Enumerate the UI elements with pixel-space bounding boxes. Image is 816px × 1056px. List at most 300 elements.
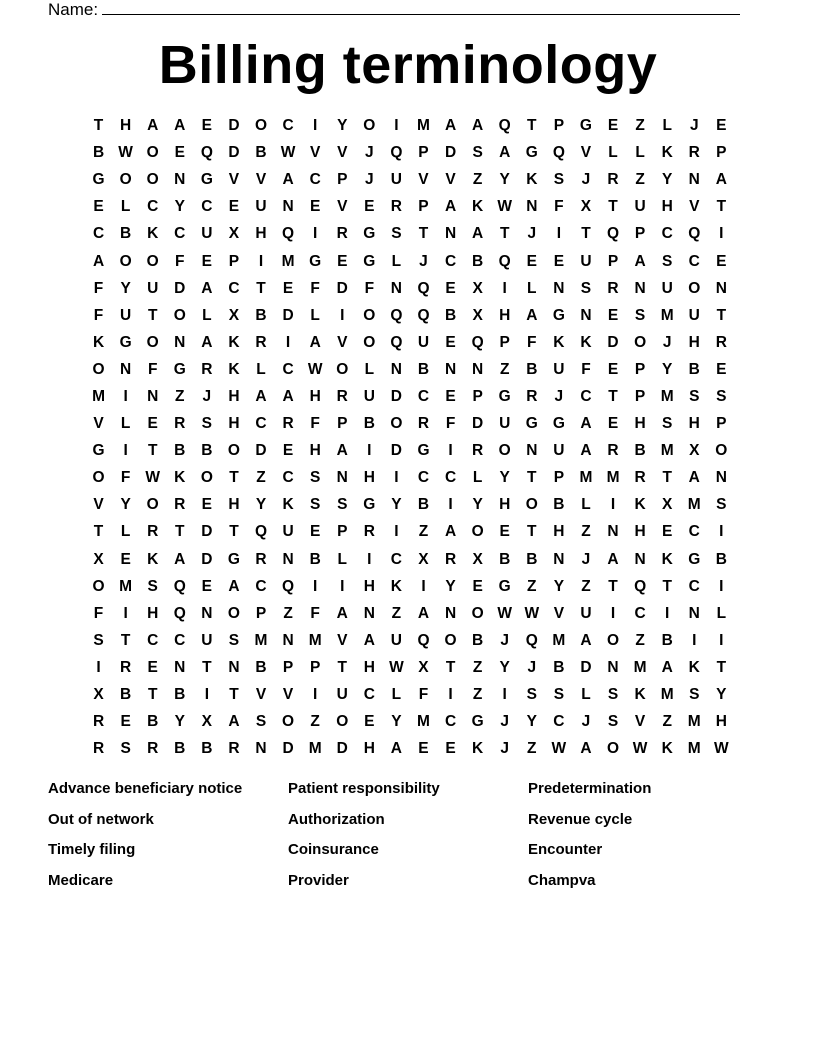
grid-letter: B xyxy=(201,740,213,758)
grid-letter: O xyxy=(146,496,159,514)
grid-row xyxy=(85,247,735,274)
word-list-item: Authorization xyxy=(288,810,385,828)
grid-letter: O xyxy=(363,333,376,351)
grid-letter: J xyxy=(419,252,428,270)
grid-letter: K xyxy=(228,360,240,378)
grid-letter: Q xyxy=(254,523,268,541)
grid-letter: D xyxy=(282,306,294,324)
grid-letter: U xyxy=(201,225,213,243)
grid-letter: T xyxy=(662,577,672,595)
grid-letter: H xyxy=(228,496,240,514)
grid-letter: M xyxy=(687,496,701,514)
grid-letter: M xyxy=(308,631,322,649)
grid-letter: J xyxy=(581,713,591,731)
grid-letter: D xyxy=(282,740,294,758)
grid-letter: R xyxy=(472,442,484,460)
grid-letter: G xyxy=(92,442,105,460)
grid-letter: X xyxy=(662,496,673,514)
grid-letter: I xyxy=(692,631,697,649)
grid-letter: Q xyxy=(282,225,295,243)
grid-row xyxy=(85,356,735,383)
grid-letter: S xyxy=(309,496,321,514)
grid-letter: D xyxy=(336,740,348,758)
grid-letter: G xyxy=(525,415,538,433)
grid-letter: A xyxy=(444,523,457,541)
grid-letter: N xyxy=(174,333,186,351)
grid-letter: V xyxy=(93,496,104,514)
grid-letter: U xyxy=(336,686,348,704)
grid-letter: X xyxy=(472,550,483,568)
grid-letter: T xyxy=(445,658,456,676)
grid-letter: C xyxy=(174,225,186,243)
grid-letter: D xyxy=(390,387,402,405)
grid-letter: O xyxy=(92,360,105,378)
grid-letter: E xyxy=(174,144,185,162)
grid-letter: O xyxy=(498,442,511,460)
grid-letter: Z xyxy=(472,171,483,189)
grid-row xyxy=(85,546,735,573)
grid-row xyxy=(85,302,735,329)
grid-letter: Y xyxy=(391,496,402,514)
grid-letter: L xyxy=(391,252,402,270)
grid-letter: E xyxy=(445,279,456,297)
grid-letter: N xyxy=(147,387,159,405)
grid-letter: I xyxy=(204,686,209,704)
grid-letter: F xyxy=(93,604,104,622)
grid-letter: T xyxy=(716,198,727,216)
grid-letter: J xyxy=(581,550,591,568)
grid-letter: L xyxy=(364,360,375,378)
grid-letter: H xyxy=(363,740,375,758)
grid-letter: U xyxy=(580,252,592,270)
grid-letter: C xyxy=(282,360,294,378)
grid-letter: I xyxy=(502,686,507,704)
grid-letter: E xyxy=(147,415,158,433)
grid-letter: N xyxy=(444,360,457,378)
grid-letter: Z xyxy=(581,577,591,595)
grid-letter: A xyxy=(174,550,186,568)
grid-letter: I xyxy=(313,225,318,243)
grid-letter: E xyxy=(418,740,429,758)
grid-letter: N xyxy=(201,604,213,622)
grid-letter: C xyxy=(417,469,430,487)
grid-letter: I xyxy=(448,686,453,704)
grid-letter: T xyxy=(93,523,104,541)
grid-letter: X xyxy=(93,686,104,704)
grid-letter: P xyxy=(418,198,429,216)
grid-letter: Z xyxy=(635,117,645,135)
grid-letter: E xyxy=(309,523,321,541)
grid-letter: F xyxy=(93,279,104,297)
grid-letter: U xyxy=(688,306,700,324)
grid-letter: C xyxy=(282,469,294,487)
grid-letter: Y xyxy=(337,117,348,135)
grid-letter: F xyxy=(310,604,320,622)
grid-letter: B xyxy=(553,658,565,676)
grid-letter: M xyxy=(660,686,674,704)
grid-letter: E xyxy=(201,252,213,270)
grid-row xyxy=(85,464,735,491)
grid-row xyxy=(85,654,735,681)
grid-letter: V xyxy=(689,198,700,216)
word-list-item: Patient responsibility xyxy=(288,780,440,797)
grid-letter: T xyxy=(527,523,537,541)
grid-letter: F xyxy=(93,306,104,324)
grid-letter: H xyxy=(634,415,646,433)
grid-letter: B xyxy=(92,144,105,162)
grid-letter: W xyxy=(632,740,648,758)
grid-letter: Z xyxy=(662,713,672,731)
grid-letter: V xyxy=(337,631,348,649)
grid-letter: M xyxy=(660,387,674,405)
grid-letter: N xyxy=(472,360,484,378)
grid-letter: B xyxy=(201,442,213,460)
grid-letter: A xyxy=(580,740,592,758)
grid-letter: F xyxy=(175,252,185,270)
grid-letter: O xyxy=(606,631,620,649)
grid-letter: P xyxy=(337,523,348,541)
grid-letter: H xyxy=(715,713,727,731)
grid-letter: D xyxy=(201,523,213,541)
grid-letter: J xyxy=(365,144,374,162)
grid-letter: B xyxy=(417,496,430,514)
grid-letter: V xyxy=(553,604,565,622)
grid-letter: A xyxy=(472,117,484,135)
grid-letter: X xyxy=(201,713,213,731)
grid-letter: K xyxy=(526,171,538,189)
grid-letter: R xyxy=(147,740,159,758)
word-list-item: Coinsurance xyxy=(288,841,379,858)
grid-letter: I xyxy=(123,387,128,405)
grid-letter: S xyxy=(607,686,619,704)
grid-letter: P xyxy=(472,387,483,405)
grid-letter: I xyxy=(394,523,399,541)
grid-letter: D xyxy=(472,415,484,433)
grid-letter: H xyxy=(228,387,240,405)
grid-letter: S xyxy=(391,225,402,243)
grid-letter: N xyxy=(715,279,727,297)
grid-letter: J xyxy=(662,333,672,351)
grid-letter: I xyxy=(665,604,670,622)
grid-letter: J xyxy=(500,713,510,731)
grid-letter: A xyxy=(363,631,375,649)
grid-letter: D xyxy=(228,144,240,162)
grid-letter: G xyxy=(417,442,430,460)
grid-letter: Y xyxy=(662,360,673,378)
grid-letter: T xyxy=(608,198,618,216)
grid-letter: L xyxy=(120,523,131,541)
grid-letter: S xyxy=(201,415,213,433)
grid-letter: I xyxy=(610,604,616,622)
grid-letter: R xyxy=(363,523,375,541)
grid-letter: Y xyxy=(662,171,673,189)
grid-letter: I xyxy=(123,604,128,622)
grid-row xyxy=(85,600,735,627)
grid-letter: A xyxy=(580,442,592,460)
grid-letter: L xyxy=(472,469,483,487)
grid-letter: F xyxy=(418,686,429,704)
grid-letter: K xyxy=(472,740,484,758)
grid-letter: S xyxy=(716,387,727,405)
grid-letter: G xyxy=(363,496,376,514)
grid-letter: M xyxy=(660,442,674,460)
grid-letter: M xyxy=(308,740,322,758)
grid-letter: C xyxy=(174,631,186,649)
grid-letter: A xyxy=(634,252,646,270)
grid-letter: C xyxy=(634,604,646,622)
grid-letter: R xyxy=(607,171,619,189)
grid-letter: N xyxy=(444,604,457,622)
grid-letter: R xyxy=(336,225,348,243)
grid-letter: N xyxy=(363,604,375,622)
grid-letter: A xyxy=(336,604,348,622)
grid-letter: Y xyxy=(174,198,185,216)
grid-letter: B xyxy=(255,658,267,676)
grid-letter: B xyxy=(174,442,186,460)
grid-letter: S xyxy=(634,306,646,324)
grid-letter: B xyxy=(661,631,673,649)
grid-letter: E xyxy=(553,252,565,270)
grid-letter: A xyxy=(444,198,457,216)
grid-row xyxy=(85,383,735,410)
grid-letter: L xyxy=(120,415,131,433)
grid-letter: I xyxy=(367,442,372,460)
grid-letter: E xyxy=(472,577,483,595)
grid-letter: O xyxy=(363,117,376,135)
grid-letter: U xyxy=(363,387,375,405)
grid-letter: O xyxy=(688,279,701,297)
grid-letter: C xyxy=(309,171,321,189)
grid-letter: Z xyxy=(527,577,537,595)
grid-letter: T xyxy=(202,658,212,676)
grid-letter: T xyxy=(499,225,510,243)
grid-letter: L xyxy=(716,604,727,622)
grid-letter: K xyxy=(92,333,105,351)
grid-letter: Y xyxy=(499,469,510,487)
grid-letter: E xyxy=(607,415,619,433)
grid-letter: O xyxy=(606,740,620,758)
grid-row xyxy=(85,437,735,464)
grid-letter: G xyxy=(525,144,538,162)
grid-letter: V xyxy=(337,198,348,216)
grid-row xyxy=(85,735,735,762)
grid-letter: A xyxy=(201,279,213,297)
grid-letter: O xyxy=(634,333,647,351)
grid-letter: O xyxy=(227,604,240,622)
grid-letter: J xyxy=(689,117,699,135)
grid-letter: S xyxy=(255,713,267,731)
grid-letter: V xyxy=(255,171,267,189)
grid-letter: B xyxy=(255,306,267,324)
grid-letter: E xyxy=(607,117,619,135)
grid-letter: K xyxy=(282,496,294,514)
grid-letter: M xyxy=(254,631,268,649)
grid-letter: D xyxy=(228,117,240,135)
grid-letter: B xyxy=(715,550,727,568)
grid-letter: J xyxy=(202,387,212,405)
grid-letter: Y xyxy=(499,658,510,676)
grid-letter: P xyxy=(337,415,348,433)
grid-letter: E xyxy=(364,198,375,216)
grid-letter: O xyxy=(390,415,403,433)
word-list-item: Timely filing xyxy=(48,841,136,858)
grid-letter: X xyxy=(472,306,483,324)
grid-letter: T xyxy=(256,279,266,297)
grid-letter: F xyxy=(310,415,320,433)
grid-letter: A xyxy=(228,713,240,731)
grid-letter: L xyxy=(202,306,212,324)
grid-letter: R xyxy=(715,333,727,351)
grid-letter: G xyxy=(200,171,213,189)
grid-letter: O xyxy=(227,442,240,460)
grid-letter: M xyxy=(552,631,566,649)
grid-letter: Z xyxy=(283,604,293,622)
grid-letter: H xyxy=(228,415,240,433)
grid-letter: C xyxy=(92,225,105,243)
word-list-item: Revenue cycle xyxy=(528,810,633,828)
name-label: Name: xyxy=(48,0,99,19)
grid-letter: L xyxy=(337,550,347,568)
grid-letter: E xyxy=(716,117,727,135)
grid-letter: O xyxy=(471,604,484,622)
grid-letter: J xyxy=(527,225,537,243)
grid-letter: A xyxy=(282,387,294,405)
grid-letter: W xyxy=(497,604,513,622)
grid-letter: G xyxy=(688,550,701,568)
grid-letter: Y xyxy=(174,713,185,731)
grid-letter: I xyxy=(394,469,399,487)
grid-letter: T xyxy=(527,117,537,135)
grid-letter: E xyxy=(228,198,240,216)
grid-letter: G xyxy=(552,306,565,324)
grid-letter: Z xyxy=(472,658,483,676)
grid-letter: N xyxy=(174,658,186,676)
grid-letter: C xyxy=(553,713,565,731)
grid-letter: I xyxy=(719,631,724,649)
grid-letter: H xyxy=(499,306,511,324)
grid-letter: E xyxy=(662,523,673,541)
grid-letter: T xyxy=(229,686,239,704)
grid-letter: H xyxy=(634,523,646,541)
grid-letter: S xyxy=(526,686,537,704)
grid-letter: T xyxy=(147,442,158,460)
grid-letter: V xyxy=(282,686,294,704)
grid-letter: Y xyxy=(553,577,565,595)
grid-row xyxy=(85,275,735,302)
grid-letter: B xyxy=(174,686,186,704)
grid-letter: Y xyxy=(120,279,131,297)
grid-letter: Y xyxy=(472,496,483,514)
grid-letter: B xyxy=(120,225,132,243)
grid-letter: Z xyxy=(472,686,483,704)
grid-letter: N xyxy=(255,740,267,758)
grid-letter: S xyxy=(689,686,700,704)
grid-letter: N xyxy=(444,225,457,243)
grid-letter: K xyxy=(661,550,673,568)
grid-letter: U xyxy=(255,198,267,216)
grid-letter: M xyxy=(606,469,620,487)
grid-letter: E xyxy=(364,713,375,731)
grid-letter: C xyxy=(444,252,457,270)
grid-letter: J xyxy=(500,631,510,649)
grid-letter: E xyxy=(445,740,456,758)
grid-letter: J xyxy=(554,387,564,405)
grid-letter: V xyxy=(228,171,240,189)
grid-letter: N xyxy=(688,171,700,189)
grid-letter: I xyxy=(313,577,318,595)
grid-letter: C xyxy=(255,577,267,595)
grid-letter: B xyxy=(120,686,132,704)
grid-letter: A xyxy=(309,333,321,351)
grid-letter: V xyxy=(418,171,429,189)
grid-letter: K xyxy=(147,225,159,243)
grid-letter: X xyxy=(689,442,700,460)
grid-letter: S xyxy=(662,252,673,270)
grid-letter: R xyxy=(634,469,646,487)
grid-letter: A xyxy=(390,740,402,758)
grid-letter: G xyxy=(363,225,376,243)
grid-letter: X xyxy=(228,225,240,243)
grid-letter: L xyxy=(527,279,537,297)
grid-letter: O xyxy=(146,333,159,351)
word-list-item: Encounter xyxy=(528,841,603,858)
grid-letter: L xyxy=(310,306,320,324)
grid-letter: V xyxy=(580,144,592,162)
grid-letter: N xyxy=(553,550,565,568)
grid-letter: D xyxy=(255,442,267,460)
grid-letter: E xyxy=(607,306,619,324)
grid-letter: Q xyxy=(200,144,213,162)
grid-letter: O xyxy=(254,117,268,135)
grid-letter: A xyxy=(282,171,294,189)
grid-letter: K xyxy=(580,333,592,351)
grid-letter: I xyxy=(285,333,291,351)
grid-letter: E xyxy=(499,523,510,541)
grid-letter: F xyxy=(120,469,131,487)
grid-letter: N xyxy=(228,658,240,676)
grid-letter: A xyxy=(92,252,105,270)
grid-letter: R xyxy=(282,415,294,433)
grid-letter: L xyxy=(391,686,402,704)
grid-letter: B xyxy=(255,144,267,162)
grid-letter: U xyxy=(390,171,402,189)
grid-letter: S xyxy=(580,279,592,297)
grid-letter: T xyxy=(229,469,239,487)
grid-letter: Y xyxy=(526,713,537,731)
grid-letter: U xyxy=(120,306,132,324)
grid-letter: M xyxy=(417,117,430,135)
grid-letter: R xyxy=(92,740,105,758)
grid-letter: C xyxy=(147,198,159,216)
grid-letter: K xyxy=(661,740,673,758)
grid-letter: S xyxy=(120,740,131,758)
grid-row xyxy=(85,112,735,139)
grid-letter: A xyxy=(417,604,430,622)
grid-letter: X xyxy=(228,306,240,324)
grid-letter: K xyxy=(147,550,159,568)
grid-letter: G xyxy=(498,387,511,405)
grid-letter: T xyxy=(716,306,727,324)
grid-letter: P xyxy=(337,171,348,189)
grid-letter: C xyxy=(201,198,213,216)
grid-letter: S xyxy=(662,415,673,433)
grid-letter: L xyxy=(608,144,618,162)
grid-letter: O xyxy=(525,496,538,514)
grid-letter: I xyxy=(556,225,562,243)
grid-letter: L xyxy=(635,144,645,162)
grid-letter: O xyxy=(119,171,132,189)
word-list-item: Provider xyxy=(288,871,349,889)
